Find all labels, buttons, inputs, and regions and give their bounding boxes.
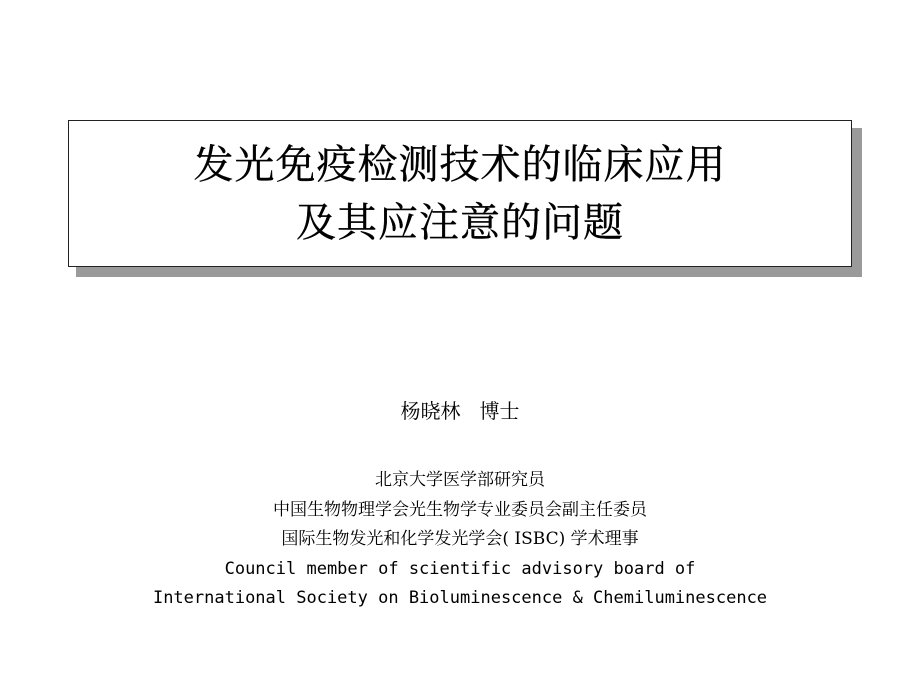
affiliation-line-1: 北京大学医学部研究员	[375, 470, 545, 490]
author-name: 杨晓林 博士	[400, 399, 520, 423]
affiliation-line-4: Council member of scientific advisory board of	[224, 558, 696, 579]
title-line-1: 发光免疫检测技术的临床应用	[193, 141, 727, 188]
affiliation-list	[0, 466, 920, 614]
affiliation-line-5: International Society on Bioluminescence & Chemiluminescence	[152, 588, 768, 608]
title-box	[68, 120, 852, 267]
affiliation-line-3: 国际生物发光和化学发光学会( ISBC) 学术理事	[281, 529, 639, 549]
affiliation-line-2: 中国生物物理学会光生物学专业委员会副主任委员	[273, 499, 647, 520]
title-line-2: 及其应注意的问题	[296, 199, 624, 246]
